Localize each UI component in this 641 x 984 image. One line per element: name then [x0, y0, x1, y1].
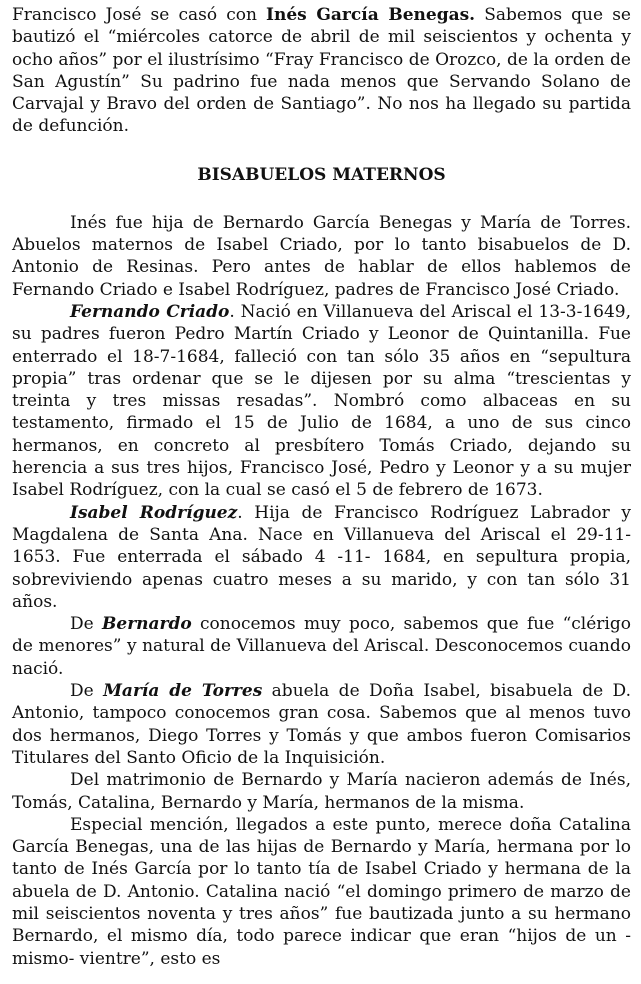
paragraph-isabel-rodriguez [12, 502, 631, 613]
isabel-rodriguez-text: . Hija de Francisco Rodríguez Labrador y Magdalena de Santa Ana. Nace en Villanueva del Ariscal el 29-11-1653. Fue enterrada el sábado 4 -11- 1684, en sepultura propia, sobreviviendo apenas cuatro meses a su marido, y con tan sólo 31 años. [12, 502, 631, 612]
section-heading: BISABUELOS MATERNOS [197, 164, 446, 185]
fernando-criado-name: Fernando Criado [70, 301, 230, 322]
intro-paragraph [12, 4, 631, 138]
maria-de-torres-text: abuela de Doña Isabel, bisabuela de D. Antonio, tampoco conocemos gran cosa. Sabemos que al menos tuvo dos hermanos, Diego Torres y Tomás y que ambos fueron Comisarios Titulares del Santo Oficio de la Inquisición. [12, 681, 631, 768]
bernardo-name: Bernardo [102, 614, 192, 635]
paragraph-maria-de-torres [12, 680, 631, 769]
intro-text-rest: Sabemos que se bautizó el “miércoles catorce de abril de mil seiscientos y ochenta y ocho años” por el ilustrísimo “Fray Francisco de Orozco, de la orden de San Agustín” Su padrino fue nada menos que Servando Solano de Carvajal y Bravo del orden de Santiago”. No nos ha llegado su partida de defunción. [12, 5, 631, 137]
paragraph-matrimonio: Del matrimonio de Bernardo y María nacieron además de Inés, Tomás, Catalina, Bernardo y María, hermanos de la misma. [12, 770, 631, 813]
paragraph-catalina: Especial mención, llegados a este punto, merece doña Catalina García Benegas, una de las hijas de Bernardo y María, hermana por lo tanto de Inés García por lo tanto tía de Isabel Criado y hermana de la abuela de D. Antonio. Catalina nació “el domingo primero de marzo de mil seiscientos noventa y tres años” fue bautizada junto a su hermano Bernardo, el mismo día, todo parece indicar que eran “hijos de un -mismo- vientre”, esto es [12, 814, 631, 969]
bernardo-prefix: De [70, 614, 103, 635]
paragraph-ines: Inés fue hija de Bernardo García Benegas y María de Torres. Abuelos maternos de Isabel Criado, por lo tanto bisabuelos de D. Antonio de Resinas. Pero antes de hablar de ellos hablemos de Fernando Criado e Isabel Rodríguez, padres de Francisco José Criado. [12, 212, 631, 300]
isabel-rodriguez-name: Isabel Rodríguez [70, 502, 238, 523]
fernando-criado-text: . Nació en Villanueva del Ariscal el 13-3-1649, su padres fueron Pedro Martín Criado y Leonor de Quintanilla. Fue enterrado el 18-7-1684, falleció con tan sólo 35 años en “sepultura propia” tras ordenar que se le dijesen por su alma “trescientas y treinta y tres missas resadas”. Nombró como albaceas en su testamento, firmado el 15 de Julio de 1684, a uno de sus cinco hermanos, en concreto al presbítero Tomás Criado, dejando su herencia a sus tres hijos, Francisco José, Pedro y Leonor y a su mujer Isabel Rodríguez, con la cual se casó el 5 de febrero de 1673. [12, 301, 631, 501]
bernardo-text: conocemos muy poco, sabemos que fue “clérigo de menores” y natural de Villanueva del Ariscal. Desconocemos cuando nació. [12, 614, 631, 679]
paragraph-fernando-criado [12, 301, 631, 502]
ines-garcia-benegas-name: Inés García Benegas. [266, 5, 476, 25]
paragraph-bernardo [12, 613, 631, 680]
maria-de-torres-name: María de Torres [103, 681, 263, 702]
maria-prefix: De [70, 681, 104, 702]
intro-text-start: Francisco José se casó con [12, 5, 267, 25]
